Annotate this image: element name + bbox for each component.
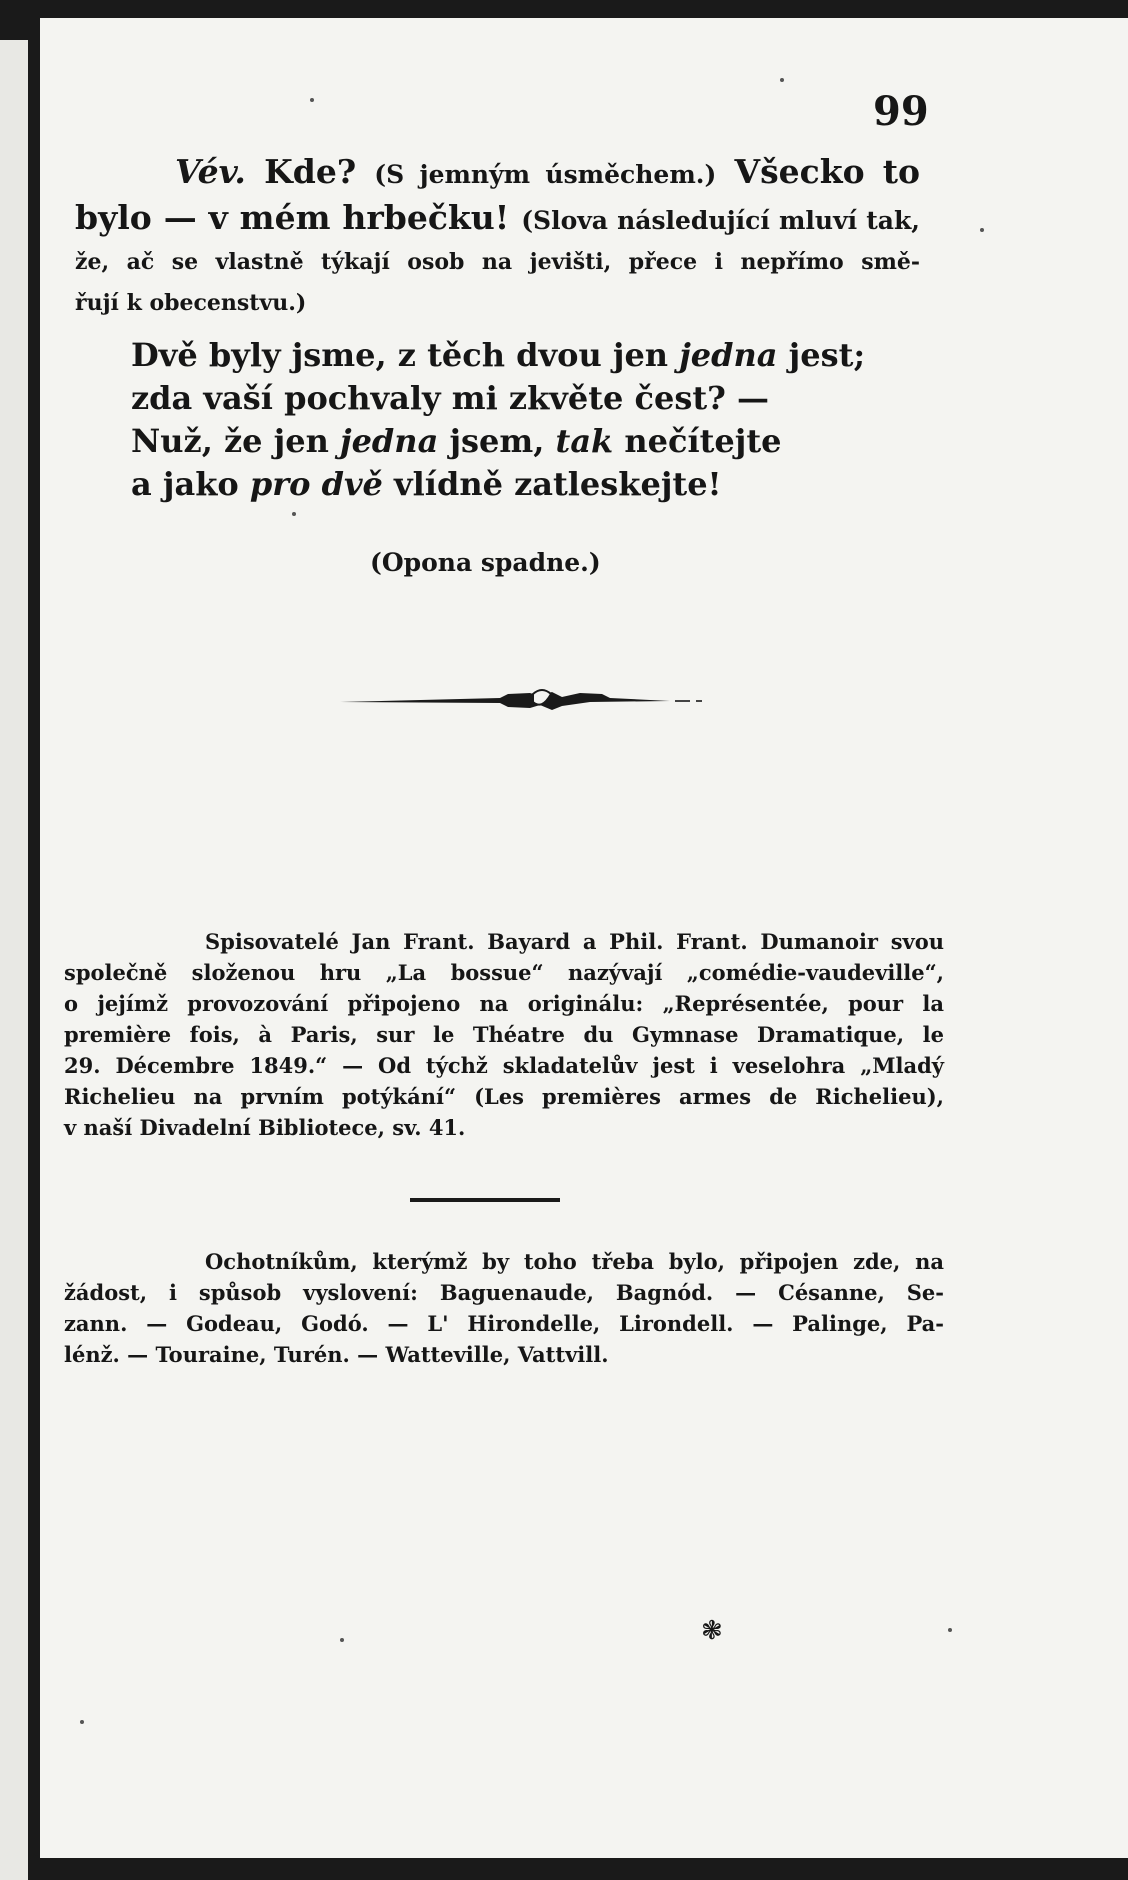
footnote-pronunciation	[64, 1246, 944, 1370]
verse-text: vlídně zatleskejte!	[382, 465, 722, 503]
dialogue-text: Kde?	[264, 152, 357, 191]
scan-speck	[80, 1720, 84, 1724]
verse-text: Nuž, že jen	[131, 422, 340, 460]
scan-speck	[980, 228, 984, 232]
flower-ornament-icon: ❃	[701, 1616, 723, 1646]
page-edge	[0, 40, 28, 1880]
section-rule	[410, 1198, 560, 1202]
scan-speck	[340, 1638, 344, 1642]
footnote-line: v naší Divadelní Bibliotece, sv. 41.	[64, 1115, 466, 1140]
footnote-line: zann. — Godeau, Godó. — L' Hirondelle, Lirondell. — Palinge, Pa-	[64, 1311, 944, 1336]
page-number: 99	[873, 88, 929, 135]
curtain-direction: (Opona spadne.)	[370, 548, 601, 577]
footnote-line: 29. Décembre 1849.“ — Od týchž skladatelův jest i veselohra „Mladý	[64, 1053, 944, 1078]
stage-direction-line: že, ač se vlastně týkají osob na jevišti, přece i nepřímo smě-	[75, 249, 920, 275]
stage-direction: (Slova následující mluví tak,	[521, 206, 920, 235]
scan-speck	[310, 98, 314, 102]
ornament-divider	[330, 680, 730, 720]
verse-emphasis: jedna	[679, 336, 778, 374]
verse-text: Dvě byly jsme, z těch dvou jen	[131, 336, 680, 374]
dialogue-line-2	[75, 196, 920, 242]
footnote-line: společně složenou hru „La bossue“ nazývají „comédie-vaudeville“,	[64, 960, 944, 985]
scan-speck	[948, 1628, 952, 1632]
verse-line-1	[131, 334, 865, 377]
stage-direction-line: řují k obecenstvu.)	[75, 290, 307, 316]
footnote-line: première fois, à Paris, sur le Théatre du Gymnase Dramatique, le	[64, 1022, 944, 1047]
dialogue-text: Všecko to	[734, 152, 920, 191]
dialogue-line-1	[75, 150, 920, 196]
footnote-line: lénž. — Touraine, Turén. — Watteville, Vattvill.	[64, 1342, 609, 1367]
footnote-line: žádost, i spůsob vyslovení: Baguenaude, Bagnód. — Césanne, Se-	[64, 1280, 944, 1305]
speaker-name: Vév.	[175, 152, 246, 191]
verse-emphasis: tak	[555, 422, 614, 460]
verse-emphasis: jedna	[339, 422, 439, 460]
verse-emphasis: pro dvě	[249, 465, 383, 503]
verse-text: jsem,	[438, 422, 556, 460]
scan-speck	[292, 512, 296, 516]
verse-text: a jako	[131, 465, 250, 503]
footnote-line: Ochotníkům, kterýmž by toho třeba bylo, připojen zde, na	[205, 1249, 944, 1274]
verse-line-4	[131, 463, 865, 506]
footnote-line: o jejímž provozování připojeno na originálu: „Représentée, pour la	[64, 991, 944, 1016]
verse	[131, 334, 865, 506]
dialogue-paragraph	[75, 150, 920, 324]
verse-text: jest;	[777, 336, 866, 374]
verse-line-3	[131, 420, 865, 463]
verse-text: nečítejte	[613, 422, 782, 460]
footnote-line: Spisovatelé Jan Frant. Bayard a Phil. Frant. Dumanoir svou	[205, 929, 944, 954]
dialogue-text: bylo — v mém hrbečku!	[75, 198, 510, 237]
footnote-line: Richelieu na prvním potýkání“ (Les premières armes de Richelieu),	[64, 1084, 944, 1109]
stage-direction: (S jemným úsměchem.)	[374, 160, 717, 189]
verse-line-2: zda vaší pochvaly mi zkvěte čest? —	[131, 379, 770, 417]
scan-speck	[780, 78, 784, 82]
footnote-authors	[64, 926, 944, 1143]
